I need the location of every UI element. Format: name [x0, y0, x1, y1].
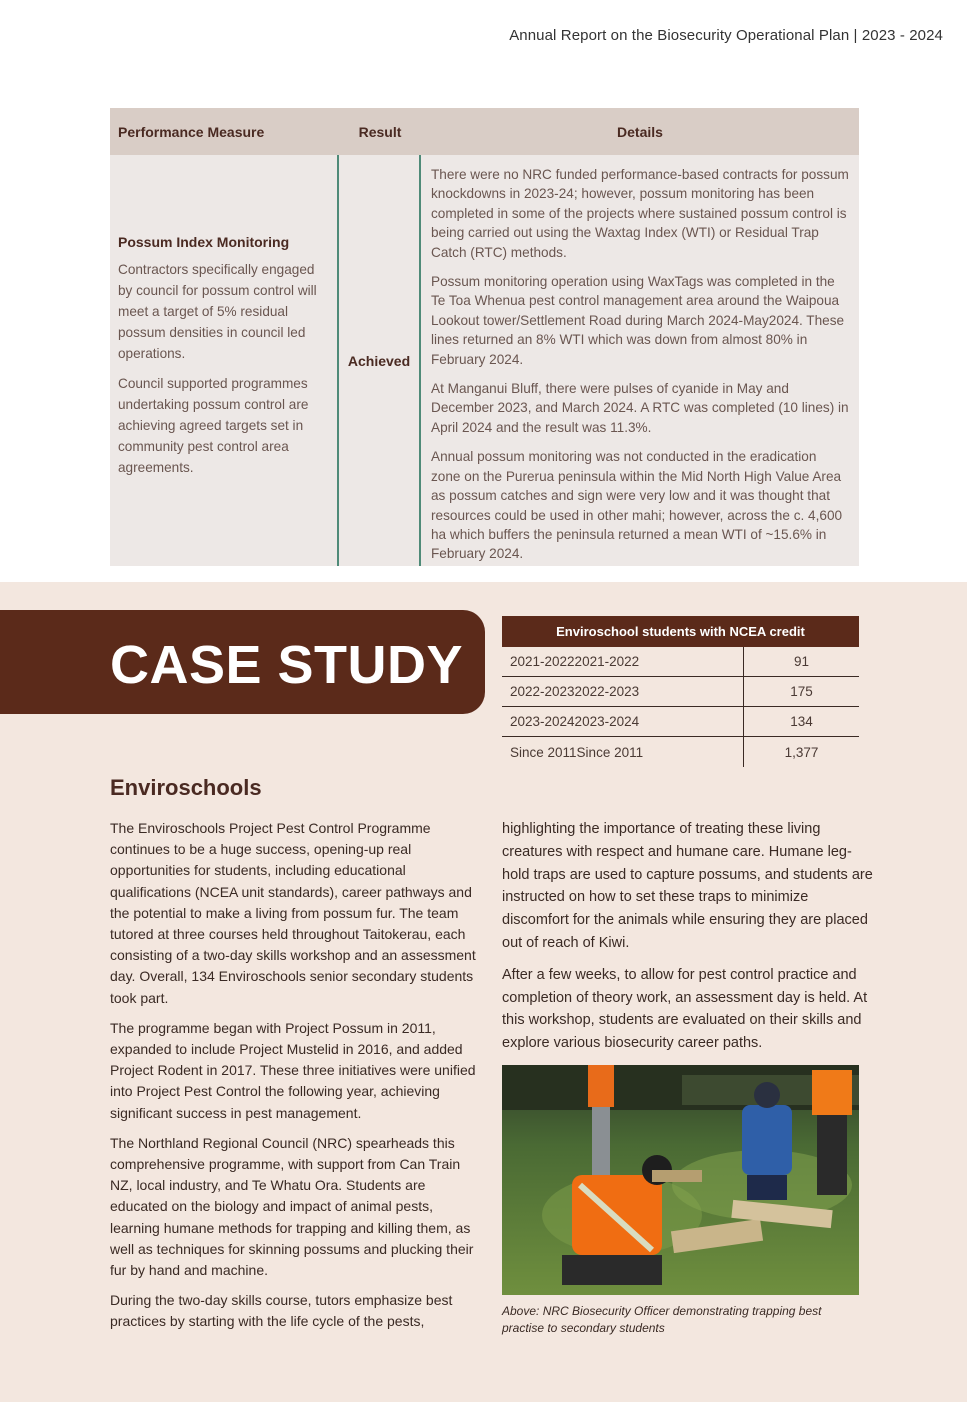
details-paragraph: Annual possum monitoring was not conducted in the eradication zone on the Purerua peninsula within the Mid North High Value Area as possum catches and sign were very low and it was thought that resources could be used in other mahi; however, across the c. 4,600 ha which buffers the peninsula returned a mean WTI of ~15.6% in February 2024. [431, 449, 843, 562]
ncea-year: 2022-20232022-2023 [502, 677, 744, 706]
ncea-table-title: Enviroschool students with NCEA credit [502, 616, 859, 647]
details-paragraph: At Manganui Bluff, there were pulses of cyanide in May and December 2023, and March 2024. A RTC was completed (10 lines) in April 2024 and the result was 11.3%. [431, 381, 849, 435]
body-paragraph: highlighting the importance of treating these living creatures with respect and humane care. Humane leg-hold traps are used to capture possums, and students are instructed on how to set these traps to minimize discomfort for the animals while ensuring they are placed out of reach of Kiwi. [502, 821, 873, 951]
photo-illustration [502, 1065, 859, 1295]
ncea-year: Since 2011Since 2011 [502, 737, 744, 767]
body-paragraph: During the two-day skills course, tutors emphasize best practices by starting with the life cycle of the pests, [110, 1292, 453, 1330]
column-header-details: Details [617, 123, 663, 140]
ncea-table [502, 616, 859, 767]
body-paragraph: The programme began with Project Possum in 2011, expanded to include Project Mustelid in 2016, and added Project Rodent in 2017. These three initiatives were unified into Project Pest Control the following year, achieving significant success in pest management. [110, 1019, 476, 1121]
table-header-row [110, 108, 859, 155]
table-row [502, 737, 859, 767]
ncea-count: 134 [790, 714, 813, 729]
training-photo [502, 1065, 859, 1295]
measure-paragraph: Contractors specifically engaged by council for possum control will meet a target of 5% residual possum densities in council led operations. [118, 262, 317, 361]
table-row [110, 155, 859, 566]
case-study-section [0, 582, 967, 1402]
right-text-column [502, 818, 877, 1064]
body-paragraph: The Northland Regional Council (NRC) spearheads this comprehensive programme, with support from Can Train NZ, local industry, and Te Whatu Ora. Students are educated on the biology and impact of animal pests, learning humane methods for trapping and killing them, as well as techniques for skinning possums and plucking their fur by hand and machine. [110, 1134, 474, 1279]
details-paragraph: Possum monitoring operation using WaxTags was completed in the Te Toa Whenua pest control management area around the Waipoua Lookout tower/Settlement Road during March 2024-May2024. These lines returned an 8% WTI which was down from almost 80% in February 2024. [431, 274, 845, 367]
details-cell [421, 155, 859, 566]
case-study-banner [0, 610, 485, 714]
ncea-year: 2021-20222021-2022 [502, 647, 744, 676]
body-paragraph: After a few weeks, to allow for pest control practice and completion of theory work, an assessment day is held. At this workshop, students are evaluated on their skills and explore various biosecurity career paths. [502, 966, 868, 1052]
performance-table [110, 108, 859, 566]
details-paragraph: There were no NRC funded performance-based contracts for possum knockdowns in 2023-24; however, possum monitoring has been completed in some of the projects where sustained possum control is being carried out using the Waxtag Index (WTI) or Residual Trap Catch (RTC) methods. [431, 167, 849, 260]
table-row [502, 677, 859, 707]
measure-cell [110, 155, 339, 566]
section-heading: Enviroschools [110, 775, 262, 800]
ncea-count: 91 [793, 654, 810, 669]
photo-caption: Above: NRC Biosecurity Officer demonstrating trapping best practise to secondary students [502, 1304, 822, 1335]
measure-paragraph: Council supported programmes undertaking possum control are achieving agreed targets set in community pest control area agreements. [118, 376, 309, 475]
left-text-column [110, 818, 482, 1342]
column-header-result: Result [358, 123, 402, 140]
result-cell: Achieved [339, 155, 421, 566]
column-header-measure: Performance Measure [118, 123, 265, 140]
ncea-year: 2023-20242023-2024 [502, 707, 744, 736]
measure-title: Possum Index Monitoring [118, 234, 290, 250]
ncea-count: 175 [790, 684, 813, 699]
banner-title: CASE STUDY [110, 635, 464, 695]
table-row [502, 707, 859, 737]
table-row [502, 647, 859, 677]
body-paragraph: The Enviroschools Project Pest Control Programme continues to be a huge success, opening-up real opportunities for students, including educational qualifications (NCEA unit standards), career pathways and the potential to make a living from possum fur. The team tutored at three courses held throughout Taitokerau, each consisting of a two-day skills workshop and an assessment day. Overall, 134 Enviroschools senior secondary students took part. [110, 820, 476, 1006]
ncea-count: 1,377 [784, 744, 819, 760]
page-header: Annual Report on the Biosecurity Operational Plan | 2023 - 2024 [509, 27, 943, 44]
